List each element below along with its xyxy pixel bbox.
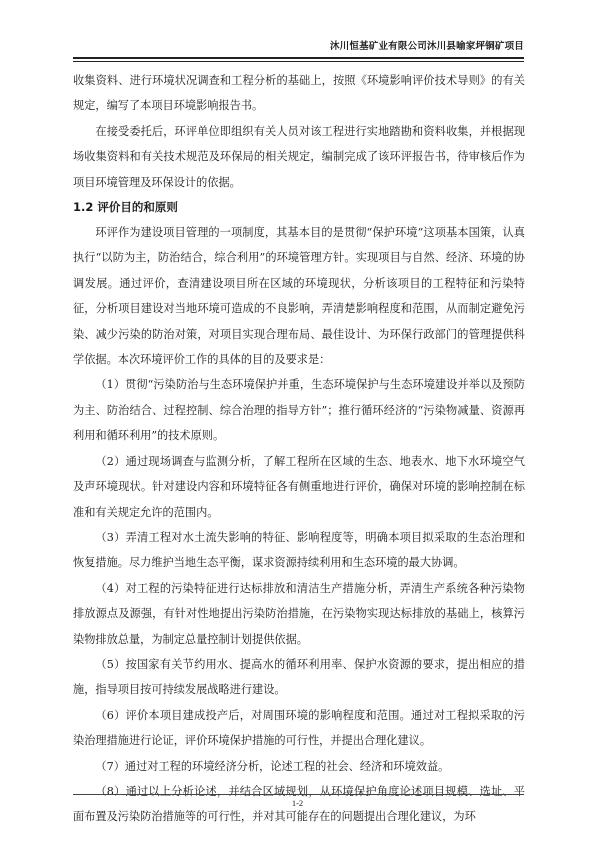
list-item-6: （6）评价本项目建成投产后，对周围环境的影响程度和范围。通过对工程拟采取的污染治理措施进行论证，评价环境保护措施的可行性，并提出合理化建议。 xyxy=(73,708,525,748)
paragraph-commission: 在接受委托后，环评单位即组织有关人员对该工程进行实地踏勘和资料收集，并根据现场收集资料和有关技术规范及环保局的相关规定，编制完成了该环评报告书，待审核后作为项目环境管理及环保设计的依据。 xyxy=(73,124,525,189)
list-item-5: （5）按国家有关节约用水、提高水的循环利用率、保护水资源的要求，提出相应的措施，指导项目按可持续发展战略进行建设。 xyxy=(73,657,525,697)
list-item-3: （3）弄清工程对水土流失影响的特征、影响程度等，明确本项目拟采取的生态治理和恢复措施。尽力维护当地生态平衡，谋求资源持续利用和生态环境的最大协调。 xyxy=(73,530,525,570)
list-item-1: （1）贯彻“污染防治与生态环境保护并重，生态环境保护与生态环境建设并举以及预防为主、防治结合、过程控制、综合治理的指导方针”；推行循环经济的“污染物减量、资源再利用和循环利用”的技术原则。 xyxy=(73,378,525,443)
list-item-8: （8）通过以上分析论述，并结合区域规划，从环境保护角度论述项目规模、选址、平面布置及污染防治措施等的可行性，并对其可能存在的问题提出合理化建议，为环 xyxy=(73,784,525,824)
running-header: 沐川恒基矿业有限公司沐川县喻家坪铜矿项目 xyxy=(329,41,524,52)
paragraph-purpose: 环评作为建设项目管理的一项制度，其基本目的是贯彻“保护环境”这项基本国策，认真执行“以防为主，防治结合，综合利用”的环境管理方针。实现项目与自然、经济、环境的协调发展。通过评价，查清建设项目所在区域的环境现状，分析该项目的工程特征和污染特征，分析项目建设对当地环境可造成的不良影响，弄清楚影响程度和范围，从而制定避免污染、减少污染的防治对策，对项目实现合理布局、最佳设计、为环保行政部门的管理提供科学依据。本次环境评价工作的具体的目的及要求是： xyxy=(73,226,525,367)
list-item-7: （7）通过对工程的环境经济分析，论述工程的社会、经济和环境效益。 xyxy=(95,759,450,773)
page-number: 1-2 xyxy=(291,798,304,808)
list-item-4: （4）对工程的污染特征进行达标排放和清洁生产措施分析，弄清生产系统各种污染物排放源点及源强，有针对性地提出污染防治措施，在污染物实现达标排放的基础上，核算污染物排放总量，为制定总量控制计划提供依据。 xyxy=(73,581,525,646)
header-rule-thick xyxy=(73,57,524,59)
header-rule-thin xyxy=(73,61,524,62)
list-item-2: （2）通过现场调查与监测分析，了解工程所在区域的生态、地表水、地下水环境空气及声环境现状。针对建设内容和环境特征各有侧重地进行评价，确保对环境的影响控制在标准和有关规定允许的范围内。 xyxy=(73,454,525,519)
section-heading: 1.2 评价目的和原则 xyxy=(73,200,178,215)
paragraph-continued: 收集资料、进行环境状况调查和工程分析的基础上，按照《环境影响评价技术导则》的有关规定，编写了本项目环境影响报告书。 xyxy=(73,74,525,113)
page-body xyxy=(73,68,525,830)
footer-rule xyxy=(73,794,524,795)
